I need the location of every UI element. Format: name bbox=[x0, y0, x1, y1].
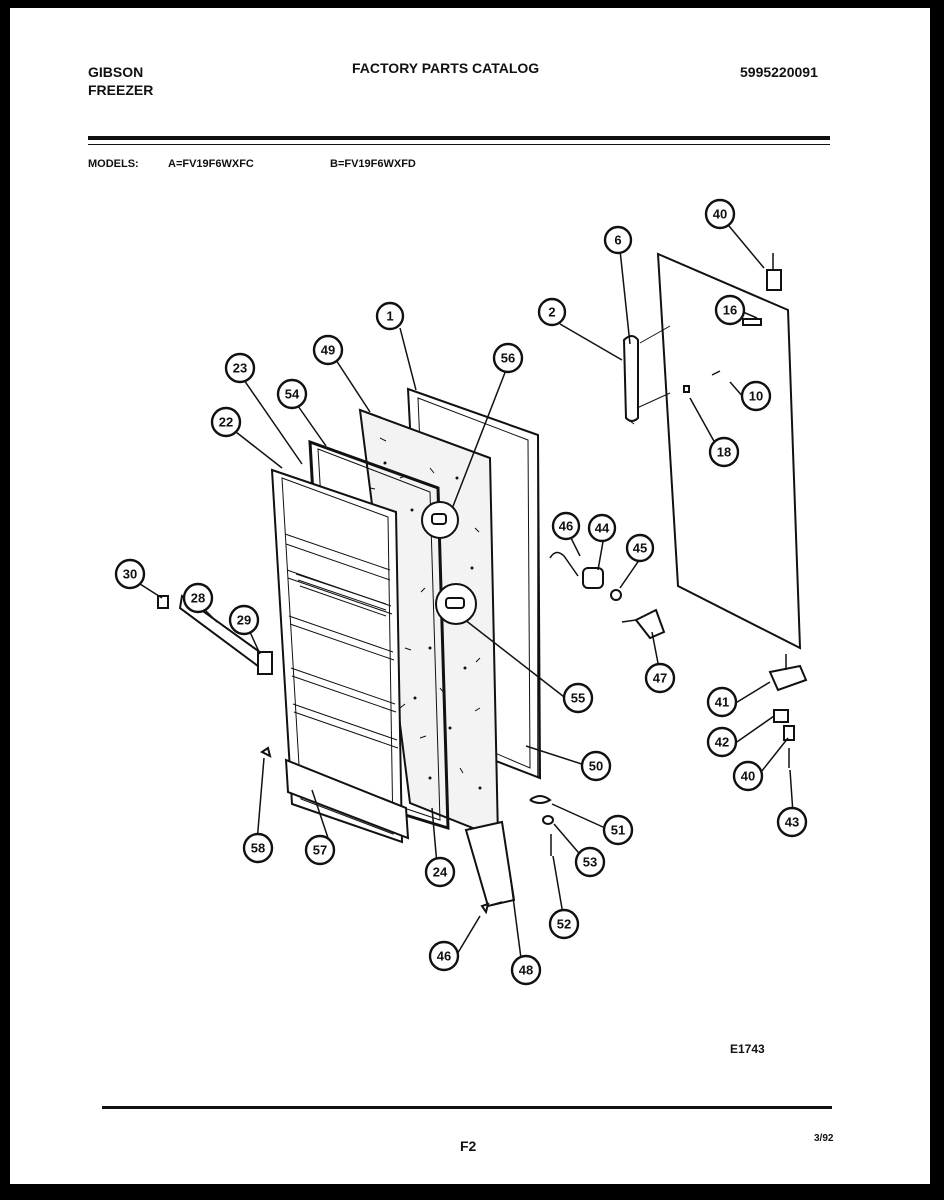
models-label: MODELS: bbox=[88, 158, 139, 170]
detail-magnifier-lower bbox=[436, 584, 476, 624]
diagram-code: E1743 bbox=[730, 1042, 765, 1056]
revision-date: 3/92 bbox=[814, 1133, 834, 1144]
callout-49 bbox=[512, 956, 540, 984]
svg-text:6: 6 bbox=[614, 232, 622, 248]
callout-59 bbox=[244, 834, 272, 862]
svg-text:28: 28 bbox=[190, 590, 206, 606]
callout-42 bbox=[708, 728, 736, 756]
svg-text:10: 10 bbox=[748, 388, 764, 404]
lock-rod bbox=[550, 552, 578, 576]
callout-10 bbox=[742, 382, 770, 410]
svg-text:52: 52 bbox=[556, 916, 572, 932]
callout-18 bbox=[710, 438, 738, 466]
lock-key bbox=[636, 610, 664, 638]
detail-magnifier-upper bbox=[422, 502, 458, 538]
callout-45 bbox=[627, 535, 653, 561]
svg-text:44: 44 bbox=[594, 520, 610, 536]
door-handle bbox=[624, 336, 638, 421]
svg-text:56: 56 bbox=[500, 350, 516, 366]
callout-28 bbox=[184, 584, 212, 612]
svg-text:18: 18 bbox=[716, 444, 732, 460]
callout-44 bbox=[589, 515, 615, 541]
top-hinge-bushing bbox=[767, 270, 781, 290]
svg-text:51: 51 bbox=[610, 822, 626, 838]
model-b: B=FV19F6WXFD bbox=[330, 158, 416, 170]
svg-text:57: 57 bbox=[312, 842, 328, 858]
lock-washer bbox=[611, 590, 621, 600]
svg-text:16: 16 bbox=[722, 302, 738, 318]
callout-48 bbox=[430, 942, 458, 970]
svg-text:45: 45 bbox=[632, 540, 648, 556]
page-number: F2 bbox=[460, 1138, 477, 1154]
callout-58 bbox=[306, 836, 334, 864]
exploded-parts-diagram bbox=[10, 8, 930, 1184]
callout-54 bbox=[576, 848, 604, 876]
product-type: FREEZER bbox=[88, 82, 154, 98]
brand-name: GIBSON bbox=[88, 64, 144, 80]
svg-text:55: 55 bbox=[570, 690, 586, 706]
model-a: A=FV19F6WXFC bbox=[168, 158, 254, 170]
footer-rule bbox=[102, 1106, 832, 1109]
door-kickplate bbox=[466, 822, 514, 906]
callout-30 bbox=[116, 560, 144, 588]
callout-29 bbox=[230, 606, 258, 634]
callout-51 bbox=[582, 752, 610, 780]
svg-text:54: 54 bbox=[284, 386, 300, 402]
callout-47 bbox=[646, 664, 674, 692]
page-title: FACTORY PARTS CATALOG bbox=[352, 60, 540, 76]
callout-40-bottom bbox=[734, 762, 762, 790]
svg-text:1: 1 bbox=[386, 308, 394, 324]
svg-text:40: 40 bbox=[740, 768, 756, 784]
svg-text:23: 23 bbox=[232, 360, 248, 376]
callout-55 bbox=[278, 380, 306, 408]
catalog-page bbox=[10, 8, 930, 1184]
svg-text:58: 58 bbox=[250, 840, 266, 856]
svg-text:46: 46 bbox=[436, 948, 452, 964]
svg-text:47: 47 bbox=[652, 670, 668, 686]
svg-text:42: 42 bbox=[714, 734, 730, 750]
svg-text:40: 40 bbox=[712, 206, 728, 222]
callout-40-top bbox=[706, 200, 734, 228]
callout-50 bbox=[314, 336, 342, 364]
hinge-shim bbox=[774, 710, 788, 722]
callout-43 bbox=[778, 808, 806, 836]
svg-text:53: 53 bbox=[582, 854, 598, 870]
hinge-bushing-bottom bbox=[784, 726, 794, 740]
callout-16 bbox=[716, 296, 744, 324]
shelf-bracket-left bbox=[158, 596, 168, 608]
callout-57 bbox=[494, 344, 522, 372]
svg-text:30: 30 bbox=[122, 566, 138, 582]
svg-text:29: 29 bbox=[236, 612, 252, 628]
shelf-bracket-right bbox=[258, 652, 272, 674]
door-logo-plate bbox=[743, 319, 761, 325]
callout-52 bbox=[604, 816, 632, 844]
callout-1 bbox=[377, 303, 403, 329]
catalog-number: 5995220091 bbox=[740, 64, 818, 80]
svg-text:48: 48 bbox=[518, 962, 534, 978]
svg-text:50: 50 bbox=[588, 758, 604, 774]
callout-22 bbox=[212, 408, 240, 436]
callout-46 bbox=[553, 513, 579, 539]
stop-bracket bbox=[530, 796, 550, 803]
svg-text:24: 24 bbox=[432, 864, 448, 880]
svg-text:41: 41 bbox=[714, 694, 730, 710]
lock-cylinder bbox=[583, 568, 603, 588]
callout-2 bbox=[539, 299, 565, 325]
callout-6 bbox=[605, 227, 631, 253]
callout-41 bbox=[708, 688, 736, 716]
callout-53 bbox=[550, 910, 578, 938]
callout-23 bbox=[226, 354, 254, 382]
svg-text:22: 22 bbox=[218, 414, 234, 430]
callout-56 bbox=[564, 684, 592, 712]
bottom-hinge-bracket bbox=[770, 666, 806, 690]
svg-text:43: 43 bbox=[784, 814, 800, 830]
callout-24 bbox=[426, 858, 454, 886]
svg-text:2: 2 bbox=[548, 304, 556, 320]
svg-text:46: 46 bbox=[558, 518, 574, 534]
svg-text:49: 49 bbox=[320, 342, 336, 358]
